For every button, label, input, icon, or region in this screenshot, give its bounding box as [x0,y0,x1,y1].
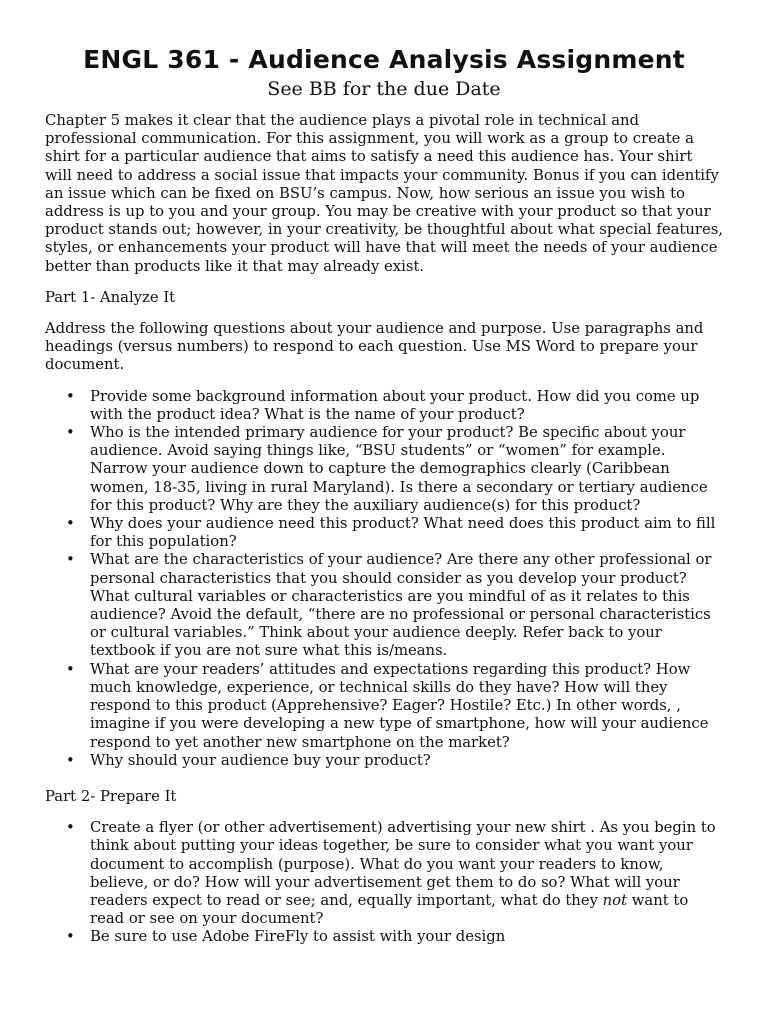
bullet-icon: • [66,424,75,442]
bullet-icon: • [66,660,75,678]
list-item-text: Who is the intended primary audience for your product? Be specific about your audience. Avoid saying things like, “BSU students” or “women” for example. Narrow your audience down to capture the demographics clearly (Caribbean women, 18-35, living in rural Maryland). Is there a secondary or tertiary audience for this product? Why are they the auxiliary audience(s) for this product? [90,424,708,514]
list-item [45,515,723,551]
part1-intro-paragraph: Address the following questions about your audience and purpose. Use paragraphs and headings (versus numbers) to respond to each question. Use MS Word to prepare your document. [45,320,704,374]
emphasis-text: not [602,891,628,909]
intro-paragraph: Chapter 5 makes it clear that the audience plays a pivotal role in technical and professional communication. For this assignment, you will work as a group to create a shirt for a particular audience that aims to satisfy a need this audience has. Your shirt will need to address a social issue that impacts your community. Bonus if you can identify an issue which can be fixed on BSU’s campus. Now, how serious an issue you wish to address is up to you and your group. You may be creative with your product so that your product stands out; however, in your creativity, be thoughtful about what special features, styles, or enhancements your product will have that will meet the needs of your audience better than products like it that may already exist. [45,112,723,275]
part2-heading: Part 2- Prepare It [45,787,177,805]
list-item [45,661,723,752]
bullet-icon: • [66,551,75,569]
page-subtitle: See BB for the due Date [267,78,501,100]
list-item-text: Why should your audience buy your product? [90,751,431,769]
list-item-text-before: Create a flyer (or other advertisement) advertising your new shirt . As you begin to think about putting your ideas together, be sure to consider what you want your document to accomplish (purpose). What do you want your readers to know, believe, or do? How will your advertisement get them to do so? What will your readers expect to read or see; and, equally important, what do they [90,819,716,909]
list-item [45,928,723,946]
list-item-text: What are the characteristics of your audience? Are there any other professional or personal characteristics that you should consider as you develop your product? What cultural variables or characteristics are you mindful of as it relates to this audience? Avoid the default, “there are no professional or personal characteristics or cultural variables.” Think about your audience deeply. Refer back to your textbook if you are not sure what this is/means. [90,551,712,660]
list-item [45,752,723,770]
list-item-text: Be sure to use Adobe FireFly to assist with your design [90,928,506,946]
bullet-icon: • [66,819,75,837]
list-item [45,388,723,424]
bullet-icon: • [66,751,75,769]
list-item [45,551,723,660]
list-item-text: What are your readers’ attitudes and expectations regarding this product? How much knowledge, experience, or technical skills do they have? How will they respond to this product (Apprehensive? Eager? Hostile? Etc.) In other words, , imagine if you were developing a new type of smartphone, how will your audience respond to yet another new smartphone on the market? [90,660,709,751]
bullet-icon: • [66,387,75,405]
bullet-icon: • [66,928,75,946]
part2-task-list [45,819,723,946]
part1-question-list [45,388,723,770]
list-item [45,819,723,928]
list-item-text: Provide some background information about your product. How did you come up with the product idea? What is the name of your product? [90,387,700,423]
part1-heading: Part 1- Analyze It [45,288,176,306]
bullet-icon: • [66,515,75,533]
list-item [45,424,723,515]
list-item-text-after: want to read or see on your document? [90,891,689,928]
list-item-text: Why does your audience need this product? What need does this product aim to fill for this population? [90,515,716,551]
page-title: ENGL 361 - Audience Analysis Assignment [83,45,685,74]
